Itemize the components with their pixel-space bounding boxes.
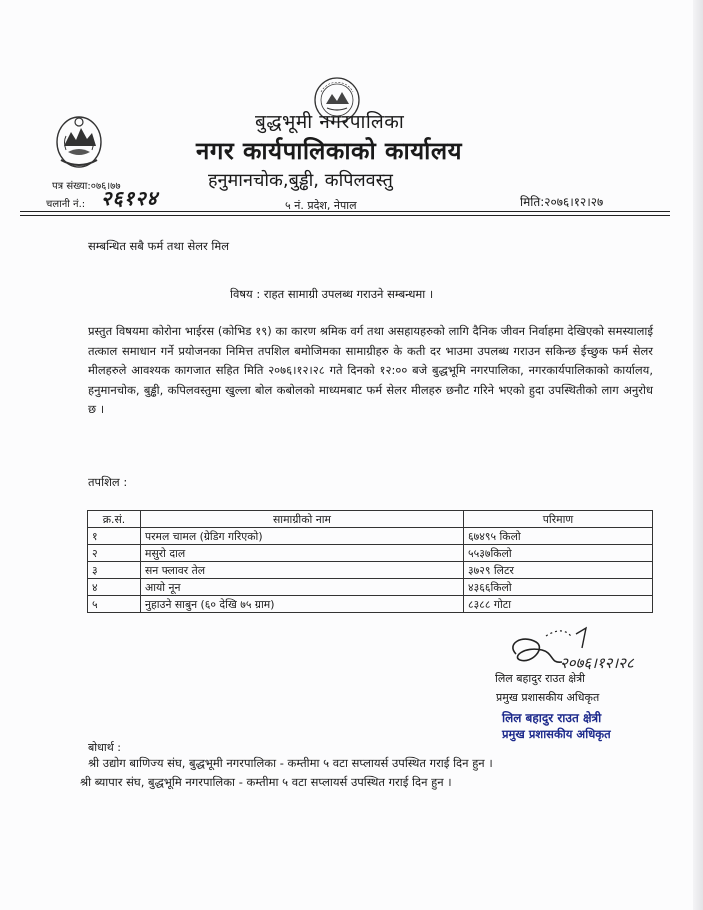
signatory-name: लिल बहादुर राउत क्षेत्री [495,672,586,685]
serial-cell: १ [88,528,141,545]
table-row [88,528,653,545]
quantity-cell: ६७४९५ किलो [464,528,653,545]
cc-line: श्री उद्योग बाणिज्य संघ, बुद्धभूमी नगरपालिका - कम्तीमा ५ वटा सप्लायर्स उपस्थित गराई दिन हुन । [88,756,493,770]
table-row [88,562,653,579]
schedule-label: तपशिल : [88,475,128,489]
nepal-emblem-icon [54,112,104,170]
item-cell: परमल चामल (ग्रेडिग गरिएको) [141,528,464,545]
header-divider-thin [20,215,670,216]
letter-number: पत्र संख्या:०७६।७७ [52,181,121,192]
page-edge-shadow [693,0,703,910]
stamp-signatory-title: प्रमुख प्रशासकीय अधिकृत [502,727,611,741]
stamp-signatory-name: लिल बहादुर राउत क्षेत्री [502,711,602,725]
item-cell: नुहाउने साबुन (६० देखि ७५ ग्राम) [141,596,464,613]
table-row [88,545,653,562]
municipality-name: बुद्धभूमी नगरपालिका [255,111,405,133]
addressee: सम्बन्धित सबै फर्म तथा सेलर मिल [88,239,230,253]
subject-line: विषय : राहत सामाग्री उपलब्ध गराउने सम्बन्धमा । [230,287,434,301]
body-paragraph: प्रस्तुत विषयमा कोरोना भाईरस (कोभिड १९) का कारण श्रमिक वर्ग तथा असहायहरुको लागि दैनिक जीवन निर्वाहमा देखिएको समस्यालाई तत्काल समाधान गर्ने प्रयोजनका निमित्त तपशिल बमोजिमका सामाग्रीहरु के कती दर भाउमा उपलब्ध गराउन सकिन्छ ईच्छुक फर्म सेलर मीलहरुले आवश्यक कागजात सहित मिति २०७६।१२।२८ गते दिनको १२:०० बजे बुद्धभूमि नगरपालिका, नगरकार्यपालिकाको कार्यालय, हनुमानचोक, बुड्ढी, कपिलवस्तुमा खुल्ला बोल कबोलको माध्यमबाट फर्म सेलर मीलहरु छनौट गरिने भएको हुदा उपस्थितीको लाग अनुरोध छ । [88,324,653,417]
serial-cell: ५ [88,596,141,613]
dispatch-number-handwritten: २६१२४ [101,186,158,210]
header-divider [20,211,670,212]
serial-cell: २ [88,545,141,562]
letter-date: मिति:२०७६।१२।२७ [520,195,604,209]
office-name: नगर कार्यपालिकाको कार्यालय [196,137,463,165]
column-header-item: सामाग्रीको नाम [141,511,464,528]
signatory-title: प्रमुख प्रशासकीय अधिकृत [496,691,600,704]
quantity-cell: ५५३७किलो [464,545,653,562]
quantity-cell: ३७२९ लिटर [464,562,653,579]
svg-text:२०७६।१२।२८: २०७६।१२।२८ [560,654,634,672]
serial-cell: ३ [88,562,141,579]
dispatch-number-label: चलानी नं.: [46,199,86,210]
table-row [88,579,653,596]
table-row [88,596,653,613]
item-cell: मसुरो दाल [141,545,464,562]
item-cell: आयो नून [141,579,464,596]
column-header-serial: क्र.सं. [88,511,141,528]
province: ५ नं. प्रदेश, नेपाल [285,199,357,212]
serial-cell: ४ [88,579,141,596]
handwritten-signature [502,624,670,676]
quantity-cell: ४३६६किलो [464,579,653,596]
table-header-row [88,511,653,528]
items-table [87,510,653,613]
item-cell: सन फ्लावर तेल [141,562,464,579]
office-address: हनुमानचोक,बुड्ढी, कपिलवस्तु [208,170,393,191]
column-header-quantity: परिमाण [464,511,653,528]
cc-line: श्री ब्यापार संघ, बुद्धभूमि नगरपालिका - कम्तीमा ५ वटा सप्लायर्स उपस्थित गराई दिन हुन । [80,775,452,789]
quantity-cell: ८३८८ गोटा [464,596,653,613]
cc-label: बोधार्थ : [88,741,121,754]
